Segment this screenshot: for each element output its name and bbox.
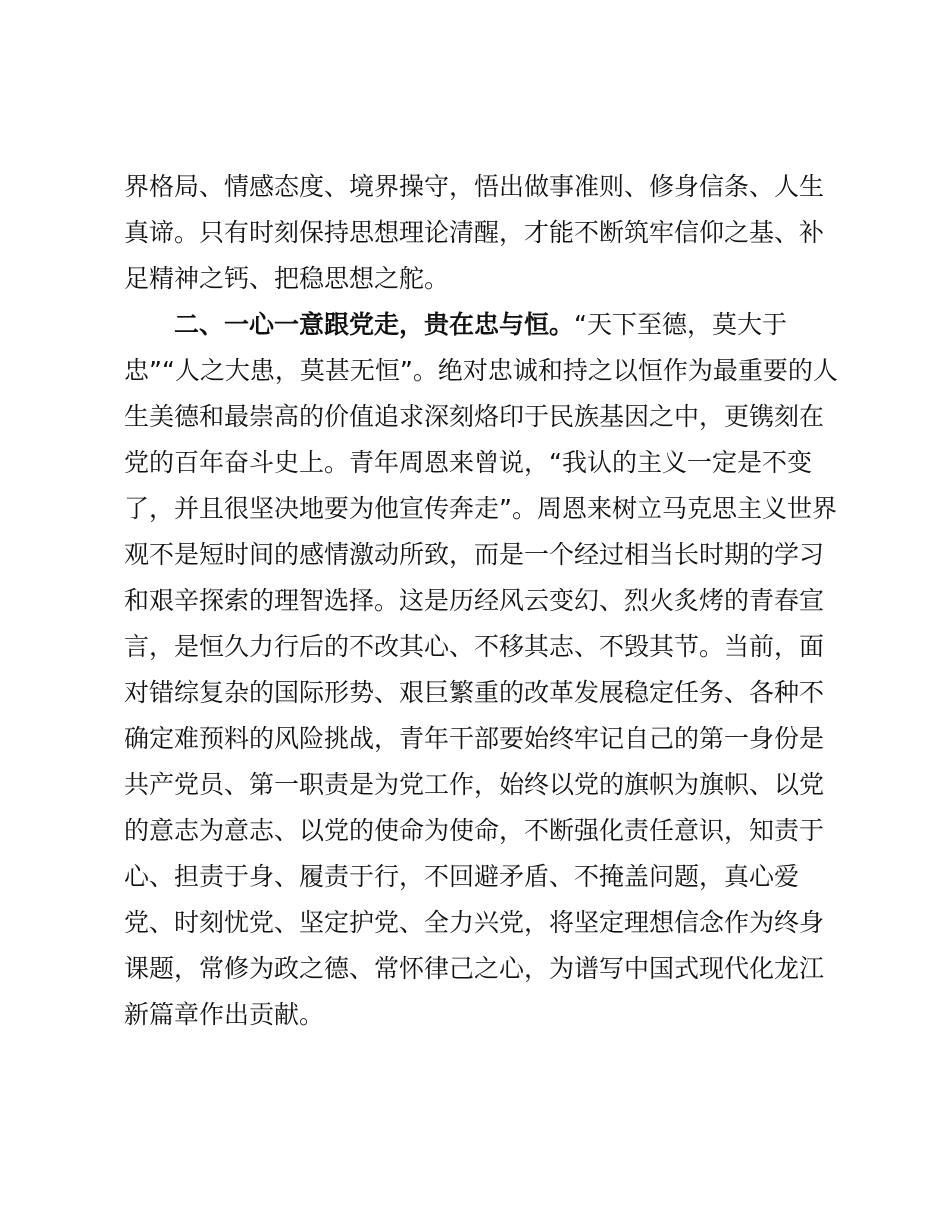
paragraph-2-line-12: 的意志为意志、以党的使命为使命，不断强化责任意识，知责于 — [124, 816, 825, 845]
paragraph-2-first-line-rest: “天下至德，莫大于 — [574, 310, 787, 339]
paragraph-2-first-line — [174, 303, 787, 347]
paragraph-1-line-1: 界格局、情感态度、境界操守，悟出做事准则、修身信条、人生 — [124, 172, 825, 201]
paragraph-2-line-10: 确定难预料的风险挑战，青年干部要始终牢记自己的第一身份是 — [124, 724, 825, 753]
paragraph-1-line-2: 真谛。只有时刻保持思想理论清醒，才能不断筑牢信仰之基、补 — [124, 218, 825, 247]
section-heading: 二、一心一意跟党走，贵在忠与恒。 — [174, 310, 575, 339]
paragraph-2-line-9: 对错综复杂的国际形势、艰巨繁重的改革发展稳定任务、各种不 — [124, 678, 825, 707]
paragraph-2-line-15: 课题，常修为政之德、常怀律己之心，为谱写中国式现代化龙江 — [124, 954, 825, 983]
paragraph-2-line-5: 了，并且很坚决地要为他宣传奔走”。周恩来树立马克思主义世界 — [124, 494, 837, 523]
paragraph-2-line-6: 观不是短时间的感情激动所致，而是一个经过相当长时期的学习 — [124, 540, 825, 569]
paragraph-2-line-11: 共产党员、第一职责是为党工作，始终以党的旗帜为旗帜、以党 — [124, 770, 825, 799]
paragraph-1-line-3: 足精神之钙、把稳思想之舵。 — [124, 264, 450, 293]
paragraph-2-line-8: 言，是恒久力行后的不改其心、不移其志、不毁其节。当前，面 — [124, 632, 825, 661]
paragraph-2-line-4: 党的百年奋斗史上。青年周恩来曾说，“我认的主义一定是不变 — [124, 448, 812, 477]
paragraph-2-line-2: 忠”“人之大患，莫甚无恒”。绝对忠诚和持之以恒作为最重要的人 — [124, 356, 838, 385]
paragraph-2-line-13: 心、担责于身、履责于行，不回避矛盾、不掩盖问题，真心爱 — [124, 862, 800, 891]
paragraph-2-line-3: 生美德和最崇高的价值追求深刻烙印于民族基因之中，更镌刻在 — [124, 402, 825, 431]
paragraph-2-line-7: 和艰辛探索的理智选择。这是历经风云变幻、烈火炙烤的青春宣 — [124, 586, 825, 615]
paragraph-2-line-14: 党、时刻忧党、坚定护党、全力兴党，将坚定理想信念作为终身 — [124, 908, 825, 937]
paragraph-2-line-16: 新篇章作出贡献。 — [124, 1000, 325, 1029]
